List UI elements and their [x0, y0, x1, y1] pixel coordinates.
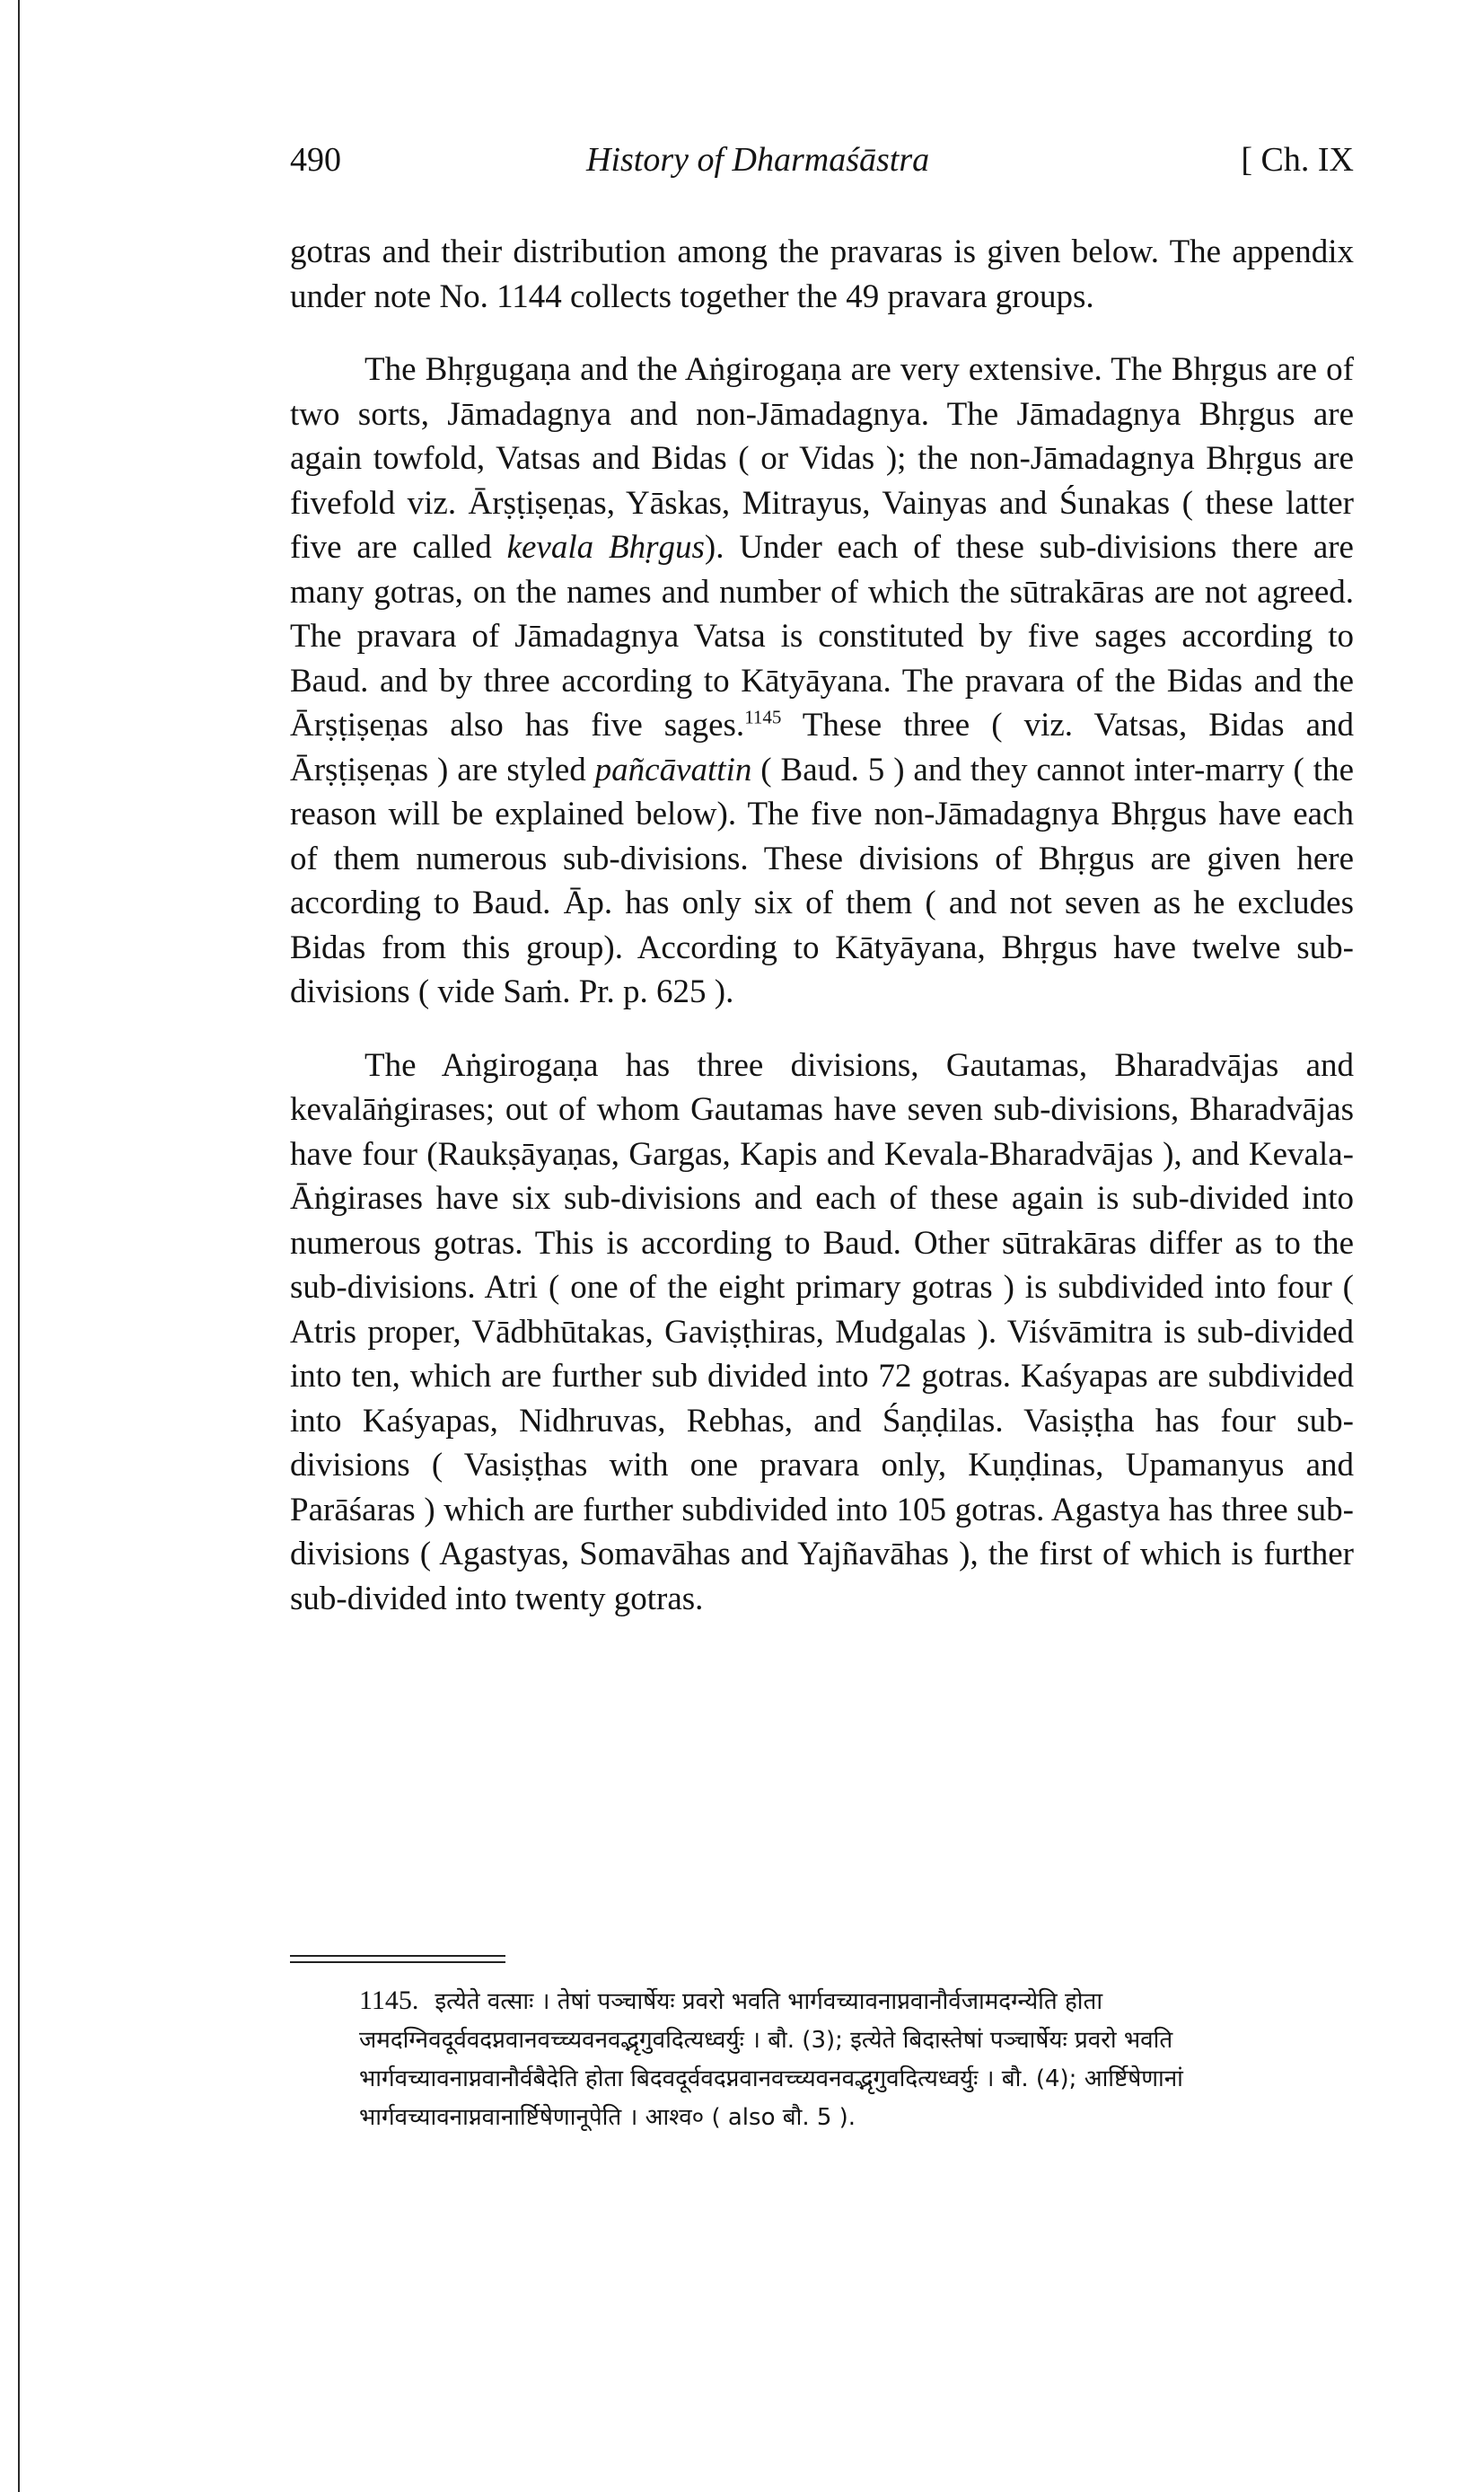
page-number: 490 — [290, 141, 341, 179]
italic-term: kevala Bhṛgus — [506, 529, 705, 566]
footnote-text: इत्येते वत्साः । तेषां पञ्चार्षेयः प्रवरो भवति भार्गवच्यावनाप्नवानौर्वजामदग्न्येति होता जमदग्निवदूर्ववदप्नवानवच्च्यवनवद्भृगुवदित्यध्वर्युः । बौ. (3); इत्येते बिदास्तेषां पञ्चार्षेयः प्रवरो भवति भार्गवच्यावनाप्नवानौर्वबैदेति होता बिदवदूर्ववदप्नवानवच्च्यवनवद्भृगुवदित्यध्वर्युः । बौ. (4); आर्ष्टिषेणानां भार्गवच्यावनाप्नवानार्ष्टिषेणानूपेति । आश्व० ( also बौ. 5 ). — [359, 1988, 1183, 2131]
running-title: History of Dharmaśāstra — [586, 141, 930, 179]
running-header — [290, 140, 1354, 194]
paragraph-text: ( Baud. 5 ) and they cannot inter-marry ( the reason will be explained below). The five non-Jāmadagnya Bhṛgus have each of them numerous sub-divisions. These divisions of Bhṛgus are given here according to Baud. Āp. has only six of them ( and not seven as he excludes Bidas from this group). According to Kātyāyana, Bhṛgus have twelve sub-divisions ( vide Saṁ. Pr. p. 625 ). — [290, 751, 1354, 1010]
footnote-divider — [290, 1955, 505, 1963]
footnote-number: 1145. — [359, 1986, 419, 2015]
footnote-reference[interactable]: 1145 — [744, 706, 782, 728]
paragraph-text: These three ( viz. Vatsas, Bidas and Ārṣṭiṣeṇas ) are styled — [290, 707, 1354, 788]
paragraph-text: The Bhṛgugaṇa and the Aṅgirogaṇa are very extensive. The Bhṛgus are of two sorts, Jāmadagnya and non-Jāmadagnya. The Jāmadagnya Bhṛgus are again towfold, Vatsas and Bidas ( or Vidas ); the non-Jāmadagnya Bhṛgus are fivefold viz. Ārṣṭiṣeṇas, Yāskas, Mitrayus, Vainyas and Śunakas ( these latter five are called — [290, 351, 1354, 566]
paragraph-bhrgugana — [290, 348, 1354, 1015]
footnote — [359, 1981, 1356, 2137]
page-edge-line — [18, 0, 20, 2492]
paragraph-text: ). Under each of these sub-divisions there are many gotras, on the names and number of which the sūtrakāras are not agreed. The pravara of Jāmadagnya Vatsa is constituted by five sages according to Baud. and by three according to Kātyāyana. The pravara of the Bidas and the Ārṣṭiṣeṇas also has five sages. — [290, 529, 1354, 744]
body-text — [290, 230, 1354, 1621]
paragraph-continuation: gotras and their distribution among the pravaras is given below. The appendix under note No. 1144 collects together the 49 pravara groups. — [290, 233, 1354, 315]
chapter-label: [ Ch. IX — [1241, 141, 1354, 179]
paragraph-angirogana: The Aṅgirogaṇa has three divisions, Gautamas, Bharadvājas and kevalāṅgirases; out of whom Gautamas have seven sub-divisions, Bharadvājas have four (Raukṣāyaṇas, Gargas, Kapis and Kevala-Bharadvājas ), and Kevala-Āṅgirases have six sub-divisions and each of these again is sub-divided into numerous gotras. This is according to Baud. Other sūtrakāras differ as to the sub-divisions. Atri ( one of the eight primary gotras ) is subdivided into four ( Atris proper, Vādbhūtakas, Gaviṣṭhiras, Mudgalas ). Viśvāmitra is sub-divided into ten, which are further sub divided into 72 gotras. Kaśyapas are subdivided into Kaśyapas, Nidhruvas, Rebhas, and Śaṇḍilas. Vasiṣṭha has four sub-divisions ( Vasiṣṭhas with one pravara only, Kuṇḍinas, Upamanyus and Parāśaras ) which are further subdivided into 105 gotras. Agastya has three sub-divisions ( Agastyas, Somavāhas and Yajñavāhas ), the first of which is further sub-divided into twenty gotras. — [290, 1046, 1354, 1617]
italic-term: pañcāvattin — [594, 751, 752, 788]
